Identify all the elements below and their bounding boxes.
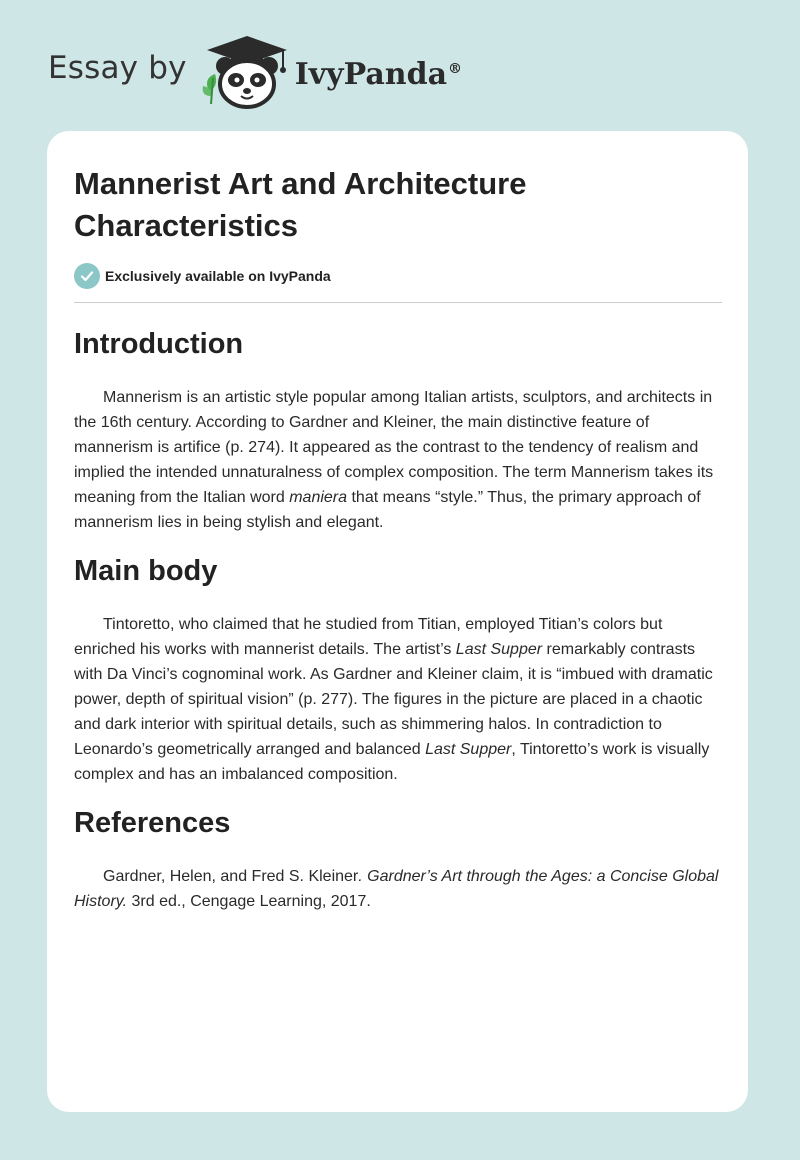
section-heading-introduction: Introduction: [74, 328, 244, 360]
introduction-paragraph: [74, 385, 724, 535]
paragraph-italic: Last Supper: [455, 641, 543, 658]
page-title: Mannerist Art and Architecture Characteristics: [74, 166, 527, 243]
section-heading-main-body: Main body: [74, 555, 218, 587]
exclusive-badge: [74, 262, 331, 290]
registered-mark: ®: [448, 60, 463, 77]
paragraph-italic: maniera: [289, 489, 348, 506]
paragraph-text: 3rd ed., Cengage Learning, 2017.: [127, 893, 371, 910]
main-body-paragraph: [74, 612, 724, 787]
essay-by-label: Essay by: [48, 50, 187, 86]
divider: [74, 302, 722, 303]
badge-text: Exclusively available on IvyPanda: [105, 268, 331, 284]
paragraph-italic: . Gardner’s Art through the Ages: a Concise Global History.: [74, 868, 719, 910]
paragraph-text: Gardner, Helen, and Fred S. Kleiner: [103, 868, 359, 885]
ivypanda-wordmark: [295, 57, 462, 92]
brand-name-text: IvyPanda: [294, 56, 448, 92]
paragraph-text: remarkably contrasts with Da Vinci’s cognominal work. As Gardner and Kleiner claim, it is “imbued with dramatic power, depth of spiritual vision” (p. 277). The figures in the picture are placed in a chaotic and dark interior with spiritual details, such as shimmering halos. In contradiction to Leonardo’s geometrically arranged and balanced: [74, 641, 713, 758]
check-icon: [74, 263, 100, 289]
panda-logo-icon: [201, 34, 293, 110]
paragraph-text: , Tintoretto’s work is visually complex and has an imbalanced composition.: [74, 741, 710, 783]
paragraph-italic: Last Supper: [425, 741, 512, 758]
essay-card: [47, 131, 748, 1112]
paragraph-text: that means “style.” Thus, the primary approach of mannerism lies in being stylish and elegant.: [74, 489, 701, 531]
reference-entry: [74, 864, 724, 914]
brand-header: [48, 34, 462, 110]
paragraph-text: Mannerism is an artistic style popular among Italian artists, sculptors, and architects in the 16th century. According to Gardner and Kleiner, the main distinctive feature of mannerism is artifice (p. 274). It appeared as the contrast to the tendency of realism and implied the intended unnaturalness of complex composition. The term Mannerism takes its meaning from the Italian word: [74, 389, 714, 506]
paragraph-text: Tintoretto, who claimed that he studied from Titian, employed Titian’s colors but enriched his works with mannerist details. The artist’s: [74, 616, 663, 658]
section-heading-references: References: [74, 807, 231, 839]
